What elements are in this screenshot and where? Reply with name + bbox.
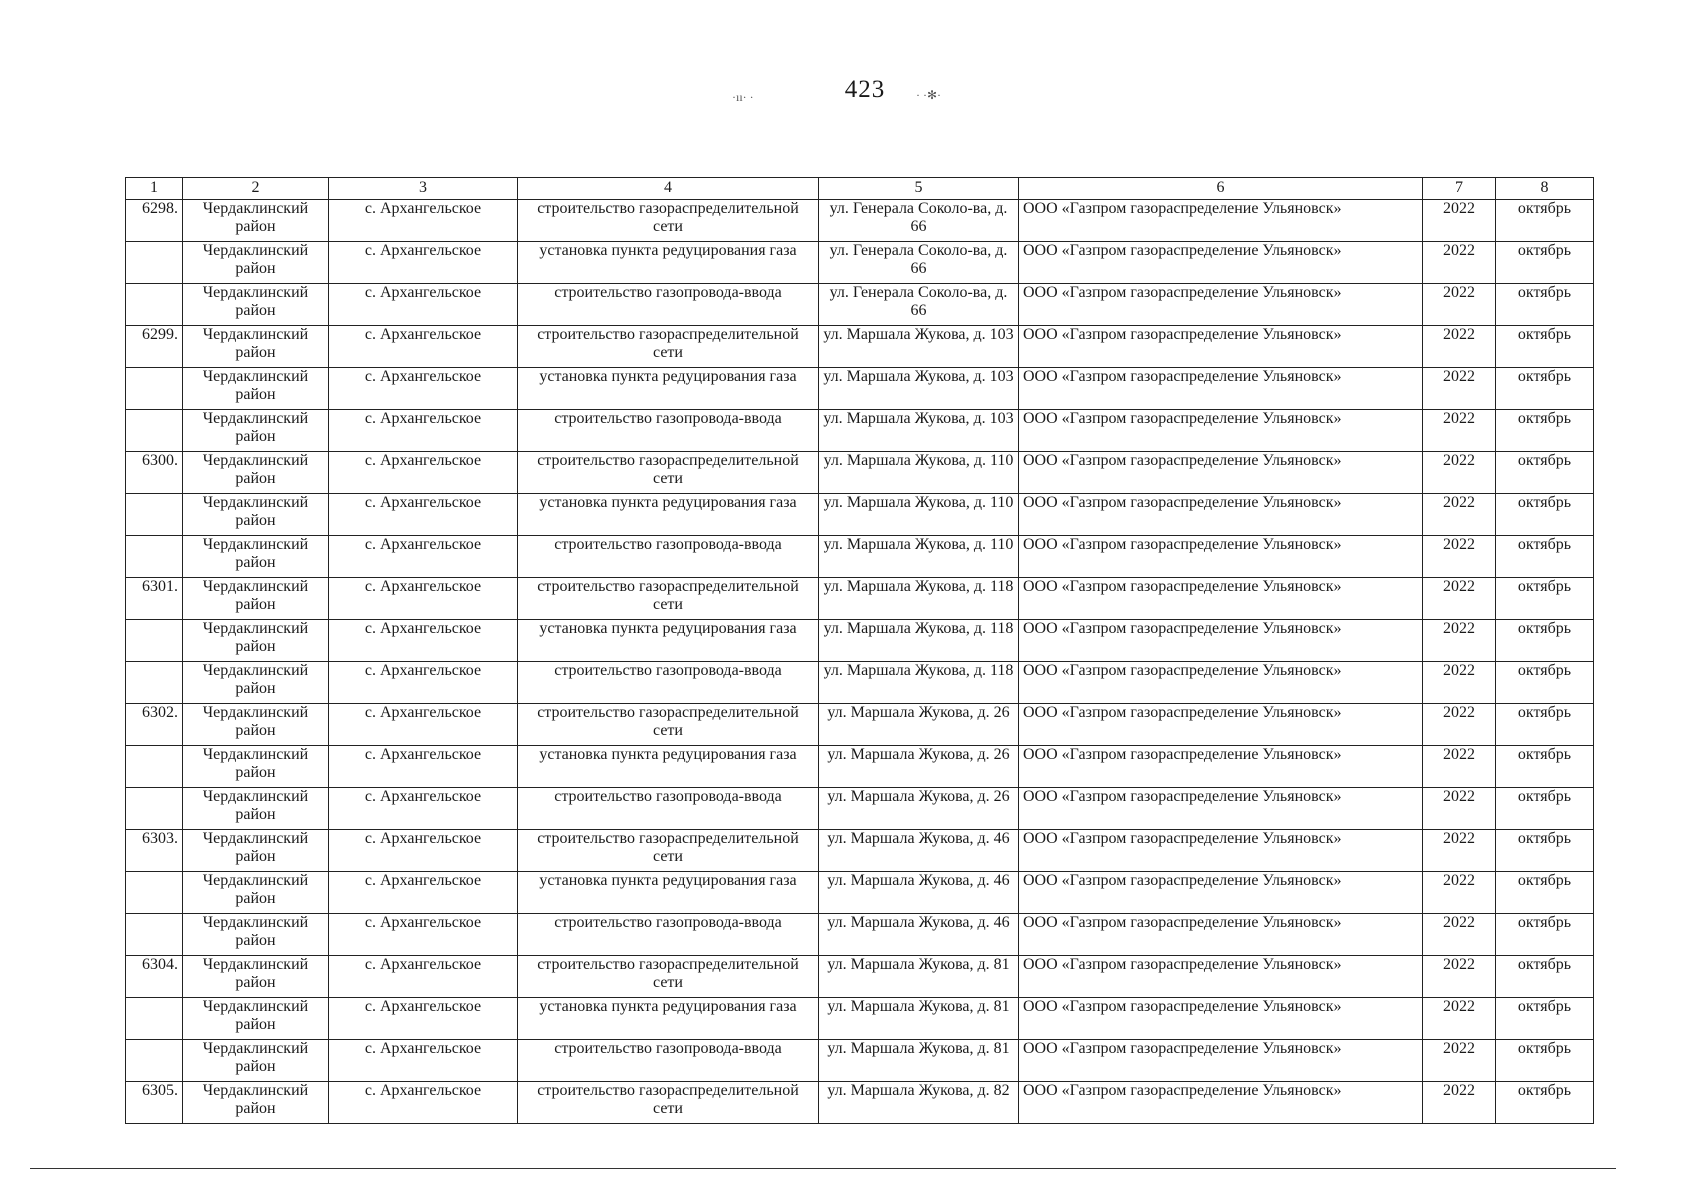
item-number-cell — [126, 788, 183, 830]
year-cell: 2022 — [1423, 326, 1496, 368]
year-cell: 2022 — [1423, 452, 1496, 494]
year-cell: 2022 — [1423, 620, 1496, 662]
work-type-cell: строительство газораспределительной сети — [518, 452, 819, 494]
work-type-cell: строительство газораспределительной сети — [518, 1082, 819, 1124]
address-cell: ул. Маршала Жукова, д. 81 — [819, 998, 1019, 1040]
district-cell: Чердаклинский район — [183, 872, 329, 914]
column-header: 8 — [1496, 178, 1594, 200]
table-row — [126, 326, 1594, 368]
settlement-cell: с. Архангельское — [329, 242, 518, 284]
organization-cell: ООО «Газпром газораспределение Ульяновск» — [1019, 536, 1423, 578]
settlement-cell: с. Архангельское — [329, 620, 518, 662]
month-cell: октябрь — [1496, 326, 1594, 368]
column-header: 2 — [183, 178, 329, 200]
month-cell: октябрь — [1496, 788, 1594, 830]
district-cell: Чердаклинский район — [183, 200, 329, 242]
address-cell: ул. Маршала Жукова, д. 46 — [819, 872, 1019, 914]
item-number-cell — [126, 1040, 183, 1082]
year-cell: 2022 — [1423, 368, 1496, 410]
district-cell: Чердаклинский район — [183, 578, 329, 620]
page-number: 423 — [844, 76, 886, 103]
district-cell: Чердаклинский район — [183, 536, 329, 578]
month-cell: октябрь — [1496, 368, 1594, 410]
district-cell: Чердаклинский район — [183, 914, 329, 956]
work-type-cell: строительство газопровода-ввода — [518, 284, 819, 326]
work-type-cell: установка пункта редуцирования газа — [518, 872, 819, 914]
year-cell: 2022 — [1423, 998, 1496, 1040]
table-row — [126, 578, 1594, 620]
address-cell: ул. Маршала Жукова, д. 46 — [819, 830, 1019, 872]
district-cell: Чердаклинский район — [183, 1082, 329, 1124]
table-row — [126, 914, 1594, 956]
settlement-cell: с. Архангельское — [329, 326, 518, 368]
district-cell: Чердаклинский район — [183, 1040, 329, 1082]
item-number-cell — [126, 242, 183, 284]
scan-mark: ·ıı· · — [732, 90, 754, 104]
work-type-cell: строительство газораспределительной сети — [518, 956, 819, 998]
address-cell: ул. Маршала Жукова, д. 103 — [819, 326, 1019, 368]
address-cell: ул. Маршала Жукова, д. 118 — [819, 662, 1019, 704]
month-cell: октябрь — [1496, 620, 1594, 662]
table-row — [126, 1040, 1594, 1082]
year-cell: 2022 — [1423, 1082, 1496, 1124]
year-cell: 2022 — [1423, 200, 1496, 242]
organization-cell: ООО «Газпром газораспределение Ульяновск» — [1019, 662, 1423, 704]
year-cell: 2022 — [1423, 872, 1496, 914]
column-header: 6 — [1019, 178, 1423, 200]
district-cell: Чердаклинский район — [183, 620, 329, 662]
month-cell: октябрь — [1496, 956, 1594, 998]
district-cell: Чердаклинский район — [183, 956, 329, 998]
organization-cell: ООО «Газпром газораспределение Ульяновск» — [1019, 746, 1423, 788]
item-number-cell: 6303. — [126, 830, 183, 872]
address-cell: ул. Маршала Жукова, д. 103 — [819, 410, 1019, 452]
work-type-cell: установка пункта редуцирования газа — [518, 368, 819, 410]
table-row — [126, 536, 1594, 578]
organization-cell: ООО «Газпром газораспределение Ульяновск» — [1019, 452, 1423, 494]
settlement-cell: с. Архангельское — [329, 200, 518, 242]
table-row — [126, 368, 1594, 410]
item-number-cell — [126, 494, 183, 536]
address-cell: ул. Маршала Жукова, д. 26 — [819, 788, 1019, 830]
district-cell: Чердаклинский район — [183, 662, 329, 704]
month-cell: октябрь — [1496, 746, 1594, 788]
work-type-cell: строительство газопровода-ввода — [518, 410, 819, 452]
column-number-row — [126, 178, 1594, 200]
organization-cell: ООО «Газпром газораспределение Ульяновск» — [1019, 956, 1423, 998]
item-number-cell — [126, 914, 183, 956]
month-cell: октябрь — [1496, 662, 1594, 704]
month-cell: октябрь — [1496, 200, 1594, 242]
table-row — [126, 662, 1594, 704]
year-cell: 2022 — [1423, 956, 1496, 998]
organization-cell: ООО «Газпром газораспределение Ульяновск» — [1019, 830, 1423, 872]
work-type-cell: установка пункта редуцирования газа — [518, 620, 819, 662]
month-cell: октябрь — [1496, 914, 1594, 956]
table-row — [126, 494, 1594, 536]
registry-body — [126, 200, 1594, 1124]
settlement-cell: с. Архангельское — [329, 494, 518, 536]
table-row — [126, 1082, 1594, 1124]
address-cell: ул. Маршала Жукова, д. 26 — [819, 746, 1019, 788]
settlement-cell: с. Архангельское — [329, 662, 518, 704]
month-cell: октябрь — [1496, 536, 1594, 578]
district-cell: Чердаклинский район — [183, 452, 329, 494]
year-cell: 2022 — [1423, 830, 1496, 872]
table-row — [126, 242, 1594, 284]
table-row — [126, 956, 1594, 998]
table-row — [126, 872, 1594, 914]
column-header: 7 — [1423, 178, 1496, 200]
district-cell: Чердаклинский район — [183, 284, 329, 326]
month-cell: октябрь — [1496, 284, 1594, 326]
item-number-cell: 6300. — [126, 452, 183, 494]
organization-cell: ООО «Газпром газораспределение Ульяновск» — [1019, 494, 1423, 536]
address-cell: ул. Маршала Жукова, д. 118 — [819, 578, 1019, 620]
address-cell: ул. Маршала Жукова, д. 46 — [819, 914, 1019, 956]
settlement-cell: с. Архангельское — [329, 1040, 518, 1082]
organization-cell: ООО «Газпром газораспределение Ульяновск» — [1019, 200, 1423, 242]
settlement-cell: с. Архангельское — [329, 452, 518, 494]
item-number-cell — [126, 662, 183, 704]
address-cell: ул. Маршала Жукова, д. 26 — [819, 704, 1019, 746]
address-cell: ул. Генерала Соколо-ва, д. 66 — [819, 242, 1019, 284]
work-type-cell: установка пункта редуцирования газа — [518, 998, 819, 1040]
organization-cell: ООО «Газпром газораспределение Ульяновск» — [1019, 368, 1423, 410]
settlement-cell: с. Архангельское — [329, 704, 518, 746]
year-cell: 2022 — [1423, 746, 1496, 788]
organization-cell: ООО «Газпром газораспределение Ульяновск» — [1019, 1082, 1423, 1124]
address-cell: ул. Маршала Жукова, д. 103 — [819, 368, 1019, 410]
organization-cell: ООО «Газпром газораспределение Ульяновск» — [1019, 326, 1423, 368]
work-type-cell: строительство газопровода-ввода — [518, 788, 819, 830]
address-cell: ул. Генерала Соколо-ва, д. 66 — [819, 200, 1019, 242]
work-type-cell: строительство газораспределительной сети — [518, 200, 819, 242]
year-cell: 2022 — [1423, 788, 1496, 830]
table-row — [126, 200, 1594, 242]
month-cell: октябрь — [1496, 242, 1594, 284]
address-cell: ул. Маршала Жукова, д. 110 — [819, 536, 1019, 578]
month-cell: октябрь — [1496, 1082, 1594, 1124]
settlement-cell: с. Архангельское — [329, 536, 518, 578]
year-cell: 2022 — [1423, 1040, 1496, 1082]
year-cell: 2022 — [1423, 284, 1496, 326]
work-type-cell: установка пункта редуцирования газа — [518, 494, 819, 536]
settlement-cell: с. Архангельское — [329, 830, 518, 872]
year-cell: 2022 — [1423, 578, 1496, 620]
work-type-cell: строительство газопровода-ввода — [518, 914, 819, 956]
settlement-cell: с. Архангельское — [329, 284, 518, 326]
organization-cell: ООО «Газпром газораспределение Ульяновск» — [1019, 998, 1423, 1040]
organization-cell: ООО «Газпром газораспределение Ульяновск» — [1019, 872, 1423, 914]
item-number-cell — [126, 536, 183, 578]
work-type-cell: строительство газопровода-ввода — [518, 1040, 819, 1082]
settlement-cell: с. Архангельское — [329, 956, 518, 998]
table-row — [126, 998, 1594, 1040]
table-row — [126, 410, 1594, 452]
month-cell: октябрь — [1496, 704, 1594, 746]
column-header: 1 — [126, 178, 183, 200]
work-type-cell: строительство газораспределительной сети — [518, 704, 819, 746]
work-type-cell: установка пункта редуцирования газа — [518, 242, 819, 284]
settlement-cell: с. Архангельское — [329, 788, 518, 830]
month-cell: октябрь — [1496, 410, 1594, 452]
settlement-cell: с. Архангельское — [329, 746, 518, 788]
settlement-cell: с. Архангельское — [329, 1082, 518, 1124]
table-row — [126, 746, 1594, 788]
month-cell: октябрь — [1496, 872, 1594, 914]
district-cell: Чердаклинский район — [183, 242, 329, 284]
address-cell: ул. Генерала Соколо-ва, д. 66 — [819, 284, 1019, 326]
address-cell: ул. Маршала Жукова, д. 110 — [819, 452, 1019, 494]
item-number-cell: 6301. — [126, 578, 183, 620]
district-cell: Чердаклинский район — [183, 746, 329, 788]
settlement-cell: с. Архангельское — [329, 872, 518, 914]
settlement-cell: с. Архангельское — [329, 998, 518, 1040]
scan-mark: · ·✻· — [916, 88, 942, 102]
item-number-cell — [126, 368, 183, 410]
item-number-cell — [126, 284, 183, 326]
district-cell: Чердаклинский район — [183, 326, 329, 368]
year-cell: 2022 — [1423, 494, 1496, 536]
organization-cell: ООО «Газпром газораспределение Ульяновск» — [1019, 242, 1423, 284]
work-type-cell: строительство газораспределительной сети — [518, 830, 819, 872]
month-cell: октябрь — [1496, 452, 1594, 494]
item-number-cell — [126, 620, 183, 662]
district-cell: Чердаклинский район — [183, 998, 329, 1040]
registry-table — [125, 177, 1594, 1124]
organization-cell: ООО «Газпром газораспределение Ульяновск» — [1019, 788, 1423, 830]
address-cell: ул. Маршала Жукова, д. 118 — [819, 620, 1019, 662]
month-cell: октябрь — [1496, 998, 1594, 1040]
year-cell: 2022 — [1423, 914, 1496, 956]
work-type-cell: установка пункта редуцирования газа — [518, 746, 819, 788]
column-header: 4 — [518, 178, 819, 200]
year-cell: 2022 — [1423, 662, 1496, 704]
district-cell: Чердаклинский район — [183, 410, 329, 452]
district-cell: Чердаклинский район — [183, 368, 329, 410]
organization-cell: ООО «Газпром газораспределение Ульяновск» — [1019, 1040, 1423, 1082]
year-cell: 2022 — [1423, 704, 1496, 746]
column-header: 3 — [329, 178, 518, 200]
item-number-cell: 6305. — [126, 1082, 183, 1124]
settlement-cell: с. Архангельское — [329, 410, 518, 452]
item-number-cell: 6304. — [126, 956, 183, 998]
organization-cell: ООО «Газпром газораспределение Ульяновск» — [1019, 914, 1423, 956]
table-row — [126, 788, 1594, 830]
item-number-cell — [126, 410, 183, 452]
item-number-cell: 6298. — [126, 200, 183, 242]
address-cell: ул. Маршала Жукова, д. 110 — [819, 494, 1019, 536]
item-number-cell — [126, 998, 183, 1040]
table-row — [126, 620, 1594, 662]
address-cell: ул. Маршала Жукова, д. 81 — [819, 1040, 1019, 1082]
organization-cell: ООО «Газпром газораспределение Ульяновск» — [1019, 578, 1423, 620]
settlement-cell: с. Архангельское — [329, 914, 518, 956]
month-cell: октябрь — [1496, 830, 1594, 872]
year-cell: 2022 — [1423, 242, 1496, 284]
organization-cell: ООО «Газпром газораспределение Ульяновск» — [1019, 620, 1423, 662]
month-cell: октябрь — [1496, 494, 1594, 536]
item-number-cell: 6299. — [126, 326, 183, 368]
organization-cell: ООО «Газпром газораспределение Ульяновск» — [1019, 284, 1423, 326]
table-row — [126, 830, 1594, 872]
settlement-cell: с. Архангельское — [329, 368, 518, 410]
column-header: 5 — [819, 178, 1019, 200]
table-row — [126, 284, 1594, 326]
settlement-cell: с. Архангельское — [329, 578, 518, 620]
district-cell: Чердаклинский район — [183, 704, 329, 746]
work-type-cell: строительство газораспределительной сети — [518, 326, 819, 368]
bottom-rule — [30, 1168, 1616, 1169]
address-cell: ул. Маршала Жукова, д. 81 — [819, 956, 1019, 998]
district-cell: Чердаклинский район — [183, 494, 329, 536]
address-cell: ул. Маршала Жукова, д. 82 — [819, 1082, 1019, 1124]
work-type-cell: строительство газопровода-ввода — [518, 662, 819, 704]
year-cell: 2022 — [1423, 410, 1496, 452]
month-cell: октябрь — [1496, 578, 1594, 620]
item-number-cell — [126, 872, 183, 914]
item-number-cell: 6302. — [126, 704, 183, 746]
district-cell: Чердаклинский район — [183, 830, 329, 872]
month-cell: октябрь — [1496, 1040, 1594, 1082]
year-cell: 2022 — [1423, 536, 1496, 578]
table-row — [126, 452, 1594, 494]
table-row — [126, 704, 1594, 746]
organization-cell: ООО «Газпром газораспределение Ульяновск» — [1019, 704, 1423, 746]
district-cell: Чердаклинский район — [183, 788, 329, 830]
work-type-cell: строительство газораспределительной сети — [518, 578, 819, 620]
item-number-cell — [126, 746, 183, 788]
work-type-cell: строительство газопровода-ввода — [518, 536, 819, 578]
organization-cell: ООО «Газпром газораспределение Ульяновск» — [1019, 410, 1423, 452]
